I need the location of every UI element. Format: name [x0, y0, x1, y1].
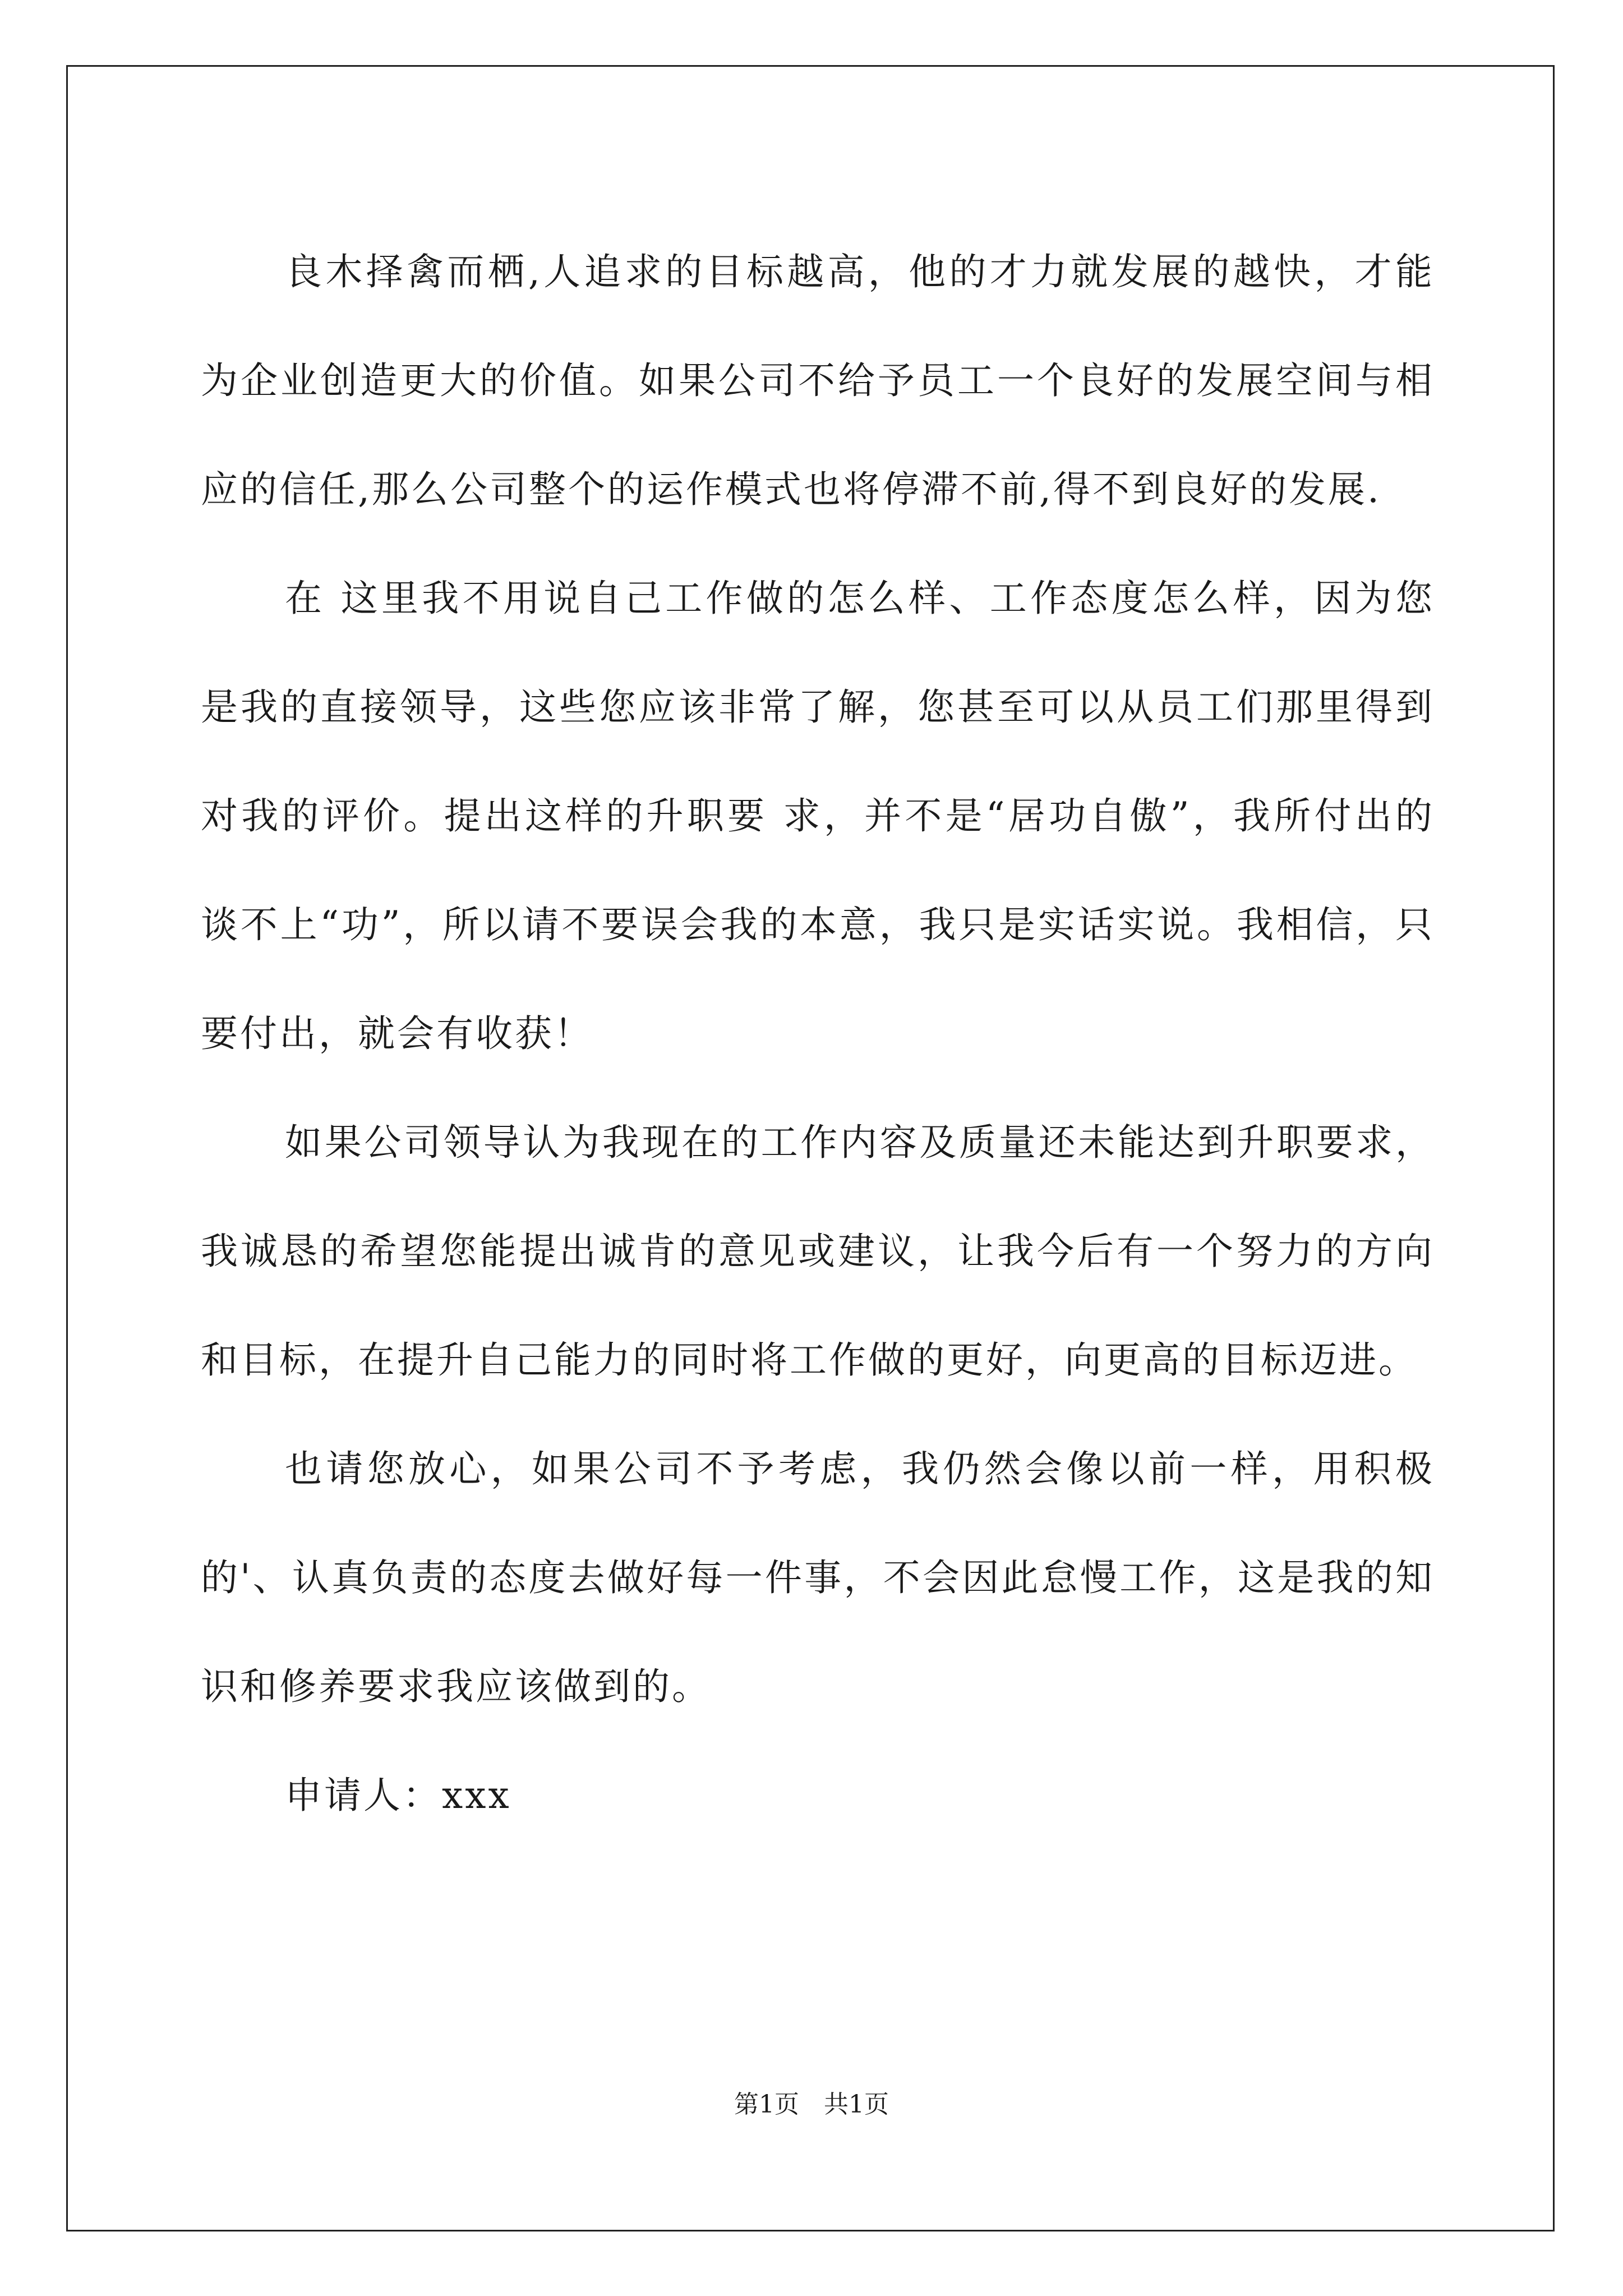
paragraph-4: 也请您放心，如果公司不予考虑，我仍然会像以前一样，用积极的'、认真负责的态度去做好每一件事，不会因此怠慢工作，这是我的知识和修养要求我应该做到的。 [201, 1447, 1435, 1708]
paragraph-1: 良木择禽而栖,人追求的目标越高，他的才力就发展的越快，才能为企业创造更大的价值。如果公司不给予员工一个良好的发展空间与相应的信任,那么公司整个的运作模式也将停滞不前,得不到良好的发展. [201, 250, 1435, 511]
paragraph-2: 在 这里我不用说自己工作做的怎么样、工作态度怎么样，因为您是我的直接领导，这些您应该非常了解，您甚至可以从员工们那里得到对我的评价。提出这样的升职要 求，并不是“居功自傲”，我所付出的谈不上“功”，所以请不要误会我的本意，我只是实话实说。我相信，只要付出，就会有收获！ [201, 577, 1435, 1055]
document-body [201, 218, 1435, 1850]
signature-line: 申请人：xxx [285, 1774, 511, 1817]
paragraph-3: 如果公司领导认为我现在的工作内容及质量还未能达到升职要求，我诚恳的希望您能提出诚肯的意见或建议，让我今后有一个努力的方向和目标，在提升自己能力的同时将工作做的更好，向更高的目标迈进。 [201, 1121, 1435, 1382]
page-footer: 第1页 共1页 [734, 2090, 889, 2119]
